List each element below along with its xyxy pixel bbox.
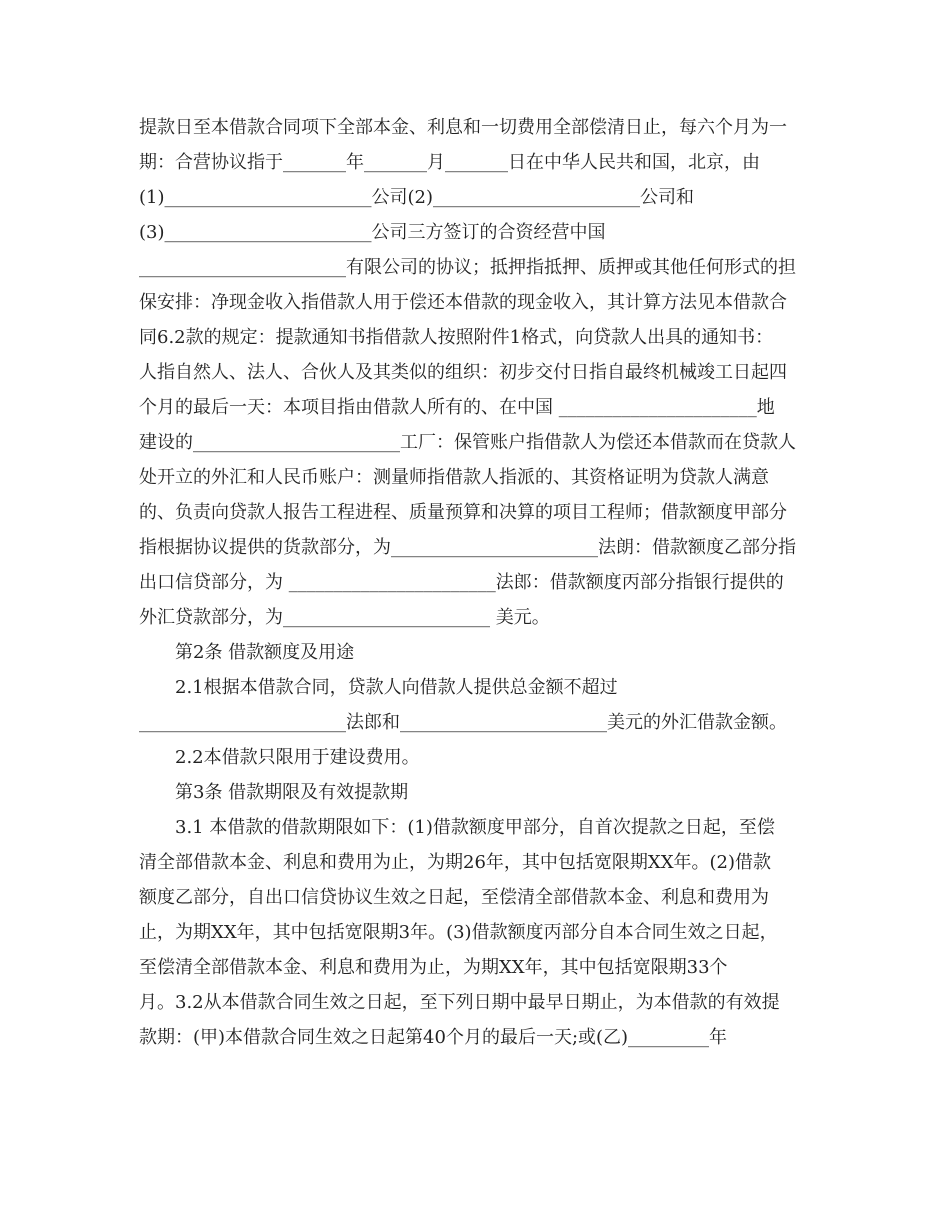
clause-text: 2.2本借款只限用于建设费用。 xyxy=(175,747,420,768)
text-line: 额度乙部分，自出口信贷协议生效之日起，至偿清全部借款本金、利息和费用为 xyxy=(139,887,769,908)
text-line: 出口信贷部分，为 _______________________法郎：借款额度丙部分指银行提供的 xyxy=(139,572,784,593)
text-line: (1)_______________________公司(2)_______________________公司和 xyxy=(139,187,694,208)
document-body xyxy=(139,110,811,1055)
text-line: 款期：(甲)本借款合同生效之日起第40个月的最后一天;或(乙)_________年 xyxy=(139,1027,728,1048)
section-heading: 第2条 借款额度及用途 xyxy=(175,642,355,663)
text-line: 月。3.2从本借款合同生效之日起，至下列日期中最早日期止，为本借款的有效提 xyxy=(139,992,780,1013)
text-line: _______________________有限公司的协议；抵押指抵押、质押或其他任何形式的担 xyxy=(139,257,796,278)
text-line: 人指自然人、法人、合伙人及其类似的组织：初步交付日指自最终机械竣工日起四 xyxy=(139,362,787,383)
text-line: 保安排：净现金收入指借款人用于偿还本借款的现金收入，其计算方法见本借款合 xyxy=(139,292,787,313)
text-line: _______________________法郎和_______________________美元的外汇借款金额。 xyxy=(139,712,787,733)
text-line: (3)_______________________公司三方签订的合资经营中国 xyxy=(139,222,606,243)
text-line: 至偿清全部借款本金、利息和费用为止，为期XX年，其中包括宽限期33个 xyxy=(139,957,728,978)
text-line: 清全部借款本金、利息和费用为止，为期26年，其中包括宽限期XX年。(2)借款 xyxy=(139,852,772,873)
text-line: 同6.2款的规定：提款通知书指借款人按照附件1格式，向贷款人出具的通知书： xyxy=(139,327,774,348)
clause-text: 3.1 本借款的借款期限如下：(1)借款额度甲部分，自首次提款之日起，至偿 xyxy=(175,817,775,838)
text-line: 的、负责向贷款人报告工程进程、质量预算和决算的项目工程师；借款额度甲部分 xyxy=(139,502,787,523)
text-line: 外汇贷款部分，为_______________________ 美元。 xyxy=(139,607,550,628)
text-line: 止，为期XX年，其中包括宽限期3年。(3)借款额度丙部分自本合同生效之日起， xyxy=(139,922,778,943)
text-line: 处开立的外汇和人民币账户：测量师指借款人指派的、其资格证明为贷款人满意 xyxy=(139,467,769,488)
section-heading: 第3条 借款期限及有效提款期 xyxy=(175,782,409,803)
clause-text: 2.1根据本借款合同，贷款人向借款人提供总金额不超过 xyxy=(175,677,618,698)
text-line: 期：合营协议指于_______年_______月_______日在中华人民共和国，北京，由 xyxy=(139,152,760,173)
text-line: 建设的_______________________工厂：保管账户指借款人为偿还本借款而在贷款人 xyxy=(139,432,796,453)
text-line: 提款日至本借款合同项下全部本金、利息和一切费用全部偿清日止，每六个月为一 xyxy=(139,117,787,138)
text-line: 指根据协议提供的货款部分，为_______________________法朗：借款额度乙部分指 xyxy=(139,537,796,558)
text-line: 个月的最后一天：本项目指由借款人所有的、在中国 ______________________地 xyxy=(139,397,775,418)
